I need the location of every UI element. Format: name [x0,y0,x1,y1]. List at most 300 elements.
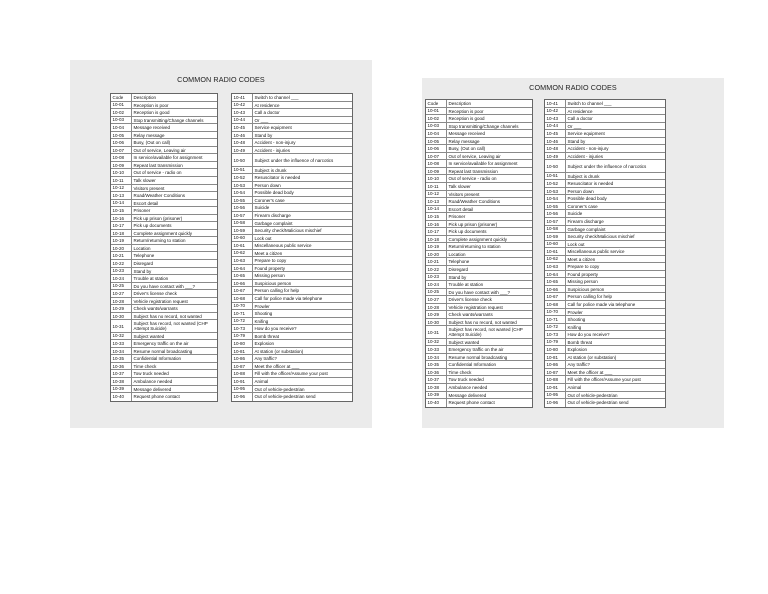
code-cell: 10-22 [111,260,132,267]
description-cell: Subject has record, not wanted (CHP Attempt Suicide) [133,321,208,332]
description-cell: Service equipment [567,131,605,137]
code-cell: 10-29 [426,311,447,318]
table-row [426,251,532,259]
description-cell: Out of vehicle-pedestrian send [254,394,316,400]
table-row [111,298,217,306]
code-cell: 10-51 [545,173,566,180]
code-cell: 10-52 [232,174,253,181]
description-cell: Coroner's case [567,203,598,209]
table-row [426,168,532,176]
table-row [426,145,532,153]
code-cell: 10-21 [426,258,447,265]
code-cell: 10-08 [111,154,132,161]
description-cell: Subject is drunk [254,167,287,173]
description-cell: Prowler [254,303,270,309]
description-cell: Time check [448,369,472,375]
description-cell: Meet the officer at ___ [254,363,300,369]
description-cell: Repeat last transmission [133,162,183,168]
code-cell: 10-25 [111,283,132,290]
table-row [545,339,665,347]
table-row [232,102,352,110]
code-cell: 10-59 [545,233,566,240]
code-cell: 10-36 [111,363,132,370]
description-cell: Visitors present [133,185,165,191]
table-row [232,235,352,243]
code-cell: 10-66 [232,280,253,287]
code-cell: 10-50 [232,154,253,165]
code-cell: 10-73 [545,331,566,338]
code-cell: 10-91 [232,378,253,385]
description-cell: Missing person [254,273,285,279]
table-row [426,138,532,146]
table-row [426,311,532,319]
table-row [545,145,665,153]
code-cell: 10-70 [545,309,566,316]
description-cell: Fill with the officer/Assume your post [567,377,641,383]
code-cell: 10-19 [426,243,447,250]
code-cell: 10-48 [232,139,253,146]
table-row [232,363,352,371]
description-cell: Telephone [133,253,155,259]
code-cell: 10-68 [545,301,566,308]
table-row [111,386,217,394]
code-cell: 10-22 [426,266,447,273]
description-cell: Road/Weather Conditions [133,193,185,199]
description-cell: Prepare to copy [254,258,287,264]
description-cell: Stop transmitting/Change channels [133,117,204,123]
table-row [545,263,665,271]
description-cell: Subject has no record, not wanted [133,313,202,319]
description-cell: Message received [448,131,486,137]
code-cell: 10-45 [232,124,253,131]
table-row [545,180,665,188]
table-row [545,286,665,294]
description-cell: Animal [254,378,269,384]
table-row [545,384,665,392]
description-cell: Location [133,245,151,251]
codes-table-left-a [110,93,218,402]
description-cell: In service/available for assignment [448,161,518,167]
code-cell: 10-53 [545,188,566,195]
code-cell: 10-43 [232,109,253,116]
description-cell: Reception is poor [448,108,484,114]
code-cell: 10-79 [232,333,253,340]
table-row [111,177,217,185]
description-cell: Trouble at station [448,282,484,288]
description-cell: Pick up documents [133,223,172,229]
code-cell: 10-43 [545,115,566,122]
table-row [545,256,665,264]
code-cell: 10-52 [545,180,566,187]
code-cell: 10-40 [111,393,132,401]
table-row [232,310,352,318]
description-cell: Service equipment [254,125,292,131]
table-row [232,333,352,341]
table-row [111,147,217,155]
description-cell: Complete assignment quickly [448,236,508,242]
codes-table-right-b [544,99,666,408]
sheet-title: COMMON RADIO CODES [177,75,265,84]
description-cell: Or ___ [567,123,582,129]
description-cell: Security check/Malicious mischief [254,228,322,234]
table-row [545,210,665,218]
table-row [232,182,352,190]
table-row [545,324,665,332]
code-cell: 10-65 [232,272,253,279]
table-row [426,108,532,116]
table-row [545,293,665,301]
table-row [426,175,532,183]
table-row [111,169,217,177]
table-row [545,248,665,256]
description-cell: Time check [133,363,157,369]
table-row [426,266,532,274]
description-cell: Vehicle registration request [133,298,188,304]
description-cell: Stand by [133,268,152,274]
table-row [232,167,352,175]
code-cell: 10-14 [426,206,447,213]
description-cell: Reception is good [448,116,485,122]
code-cell: 10-46 [545,138,566,145]
description-cell: Accident - non-injury [567,146,609,152]
table-row [111,245,217,253]
table-row [232,94,352,102]
code-cell: 10-18 [111,230,132,237]
code-cell: 10-39 [111,386,132,393]
table-row [545,100,665,108]
description-cell: Message delivered [448,392,487,398]
code-cell: 10-57 [545,218,566,225]
description-cell: Busy, (Out on call) [448,146,486,152]
code-cell: 10-35 [111,355,132,362]
table-row [111,355,217,363]
description-cell: At station (or substation) [567,354,617,360]
table-row [232,325,352,333]
table-row [545,138,665,146]
table-row [111,290,217,298]
table-row [545,226,665,234]
code-cell: 10-86 [545,361,566,368]
table-row [545,233,665,241]
description-cell: Tow truck needed [133,371,169,377]
table-row [111,252,217,260]
table-header-row [426,100,532,108]
description-cell: Switch to channel ___ [567,101,612,106]
table-row [426,399,532,407]
description-cell: Vehicle registration request [448,304,503,310]
description-cell: Accident - injuries [567,153,604,159]
description-cell: Accident - non-injury [254,140,296,146]
description-cell: Out of service - radio on [133,170,182,176]
code-cell: 10-91 [545,384,566,391]
table-row [426,236,532,244]
description-cell: Message delivered [133,386,172,392]
table-row [545,346,665,354]
table-row [545,369,665,377]
description-cell: Emergency traffic on the air [448,347,504,353]
code-cell: 10-67 [232,287,253,294]
code-cell: 10-16 [426,221,447,228]
code-cell: 10-62 [232,250,253,257]
table-row [232,378,352,386]
code-cell: 10-16 [111,215,132,222]
description-cell: Resume normal broadcasting [133,348,193,354]
code-cell: 10-71 [545,316,566,323]
code-cell: 10-39 [426,392,447,399]
description-cell: At station (or substation) [254,348,304,354]
description-cell: Repeat last transmission [448,168,498,174]
description-cell: Knifing [567,324,582,330]
table-row [545,301,665,309]
description-cell: Shooting [254,311,273,317]
table-row [232,109,352,117]
table-row [232,318,352,326]
code-cell: 10-01 [111,102,132,109]
description-cell: Relay message [448,138,480,144]
description-cell: Visitors present [448,191,480,197]
code-cell: 10-02 [111,109,132,116]
code-cell: 10-03 [426,123,447,130]
code-cell: 10-34 [426,354,447,361]
table-row [426,258,532,266]
description-cell: Subject is drunk [567,173,600,179]
table-row [111,237,217,245]
code-cell: 10-44 [232,117,253,124]
description-cell: Explosion [254,341,275,347]
description-cell: Person down [254,182,281,188]
table-row [111,124,217,132]
description-cell: Possible dead body [254,190,294,196]
table-row [111,215,217,223]
code-cell: 10-45 [545,130,566,137]
table-row [545,331,665,339]
description-cell: Prepare to copy [567,264,600,270]
code-cell: 10-17 [426,228,447,235]
table-row [545,108,665,116]
code-cell: 10-30 [111,313,132,320]
table-row [111,154,217,162]
description-cell: Prisoner [133,208,151,214]
description-cell: Stand by [567,138,586,144]
table-row [111,393,217,401]
table-row [111,340,217,348]
table-row [111,109,217,117]
codes-table-right-a [425,99,533,408]
table-row [111,363,217,371]
description-cell: Call for police made via telephone [254,295,323,301]
code-cell: 10-56 [545,210,566,217]
description-cell: Garbage complaint [254,220,293,226]
description-cell: Security check/Malicious mischief [567,234,635,240]
code-cell: 10-64 [545,271,566,278]
code-cell: 10-41 [232,94,253,101]
description-cell: Person calling for help [567,294,613,300]
code-cell: 10-01 [426,108,447,115]
description-cell: Stop transmitting/Change channels [448,123,519,129]
description-cell: Pick up documents [448,229,487,235]
description-cell: Resuscitator is needed [567,181,614,187]
description-cell: Description [133,95,157,100]
table-row [545,271,665,279]
code-cell: 10-29 [111,305,132,312]
description-cell: In service/available for assignment [133,155,203,161]
table-row [232,250,352,258]
description-cell: Found property [567,271,599,277]
code-cell: 10-33 [426,346,447,353]
code-cell: 10-87 [232,363,253,370]
table-row [111,200,217,208]
code-cell: 10-58 [545,226,566,233]
description-cell: Confidential Information [448,362,497,368]
code-cell: 10-65 [545,278,566,285]
table-row [232,303,352,311]
description-cell: Fill with the officer/Assume your post [254,371,328,377]
table-row [232,386,352,394]
code-cell: 10-08 [426,160,447,167]
description-cell: Escort detail [448,206,474,212]
table-row [426,130,532,138]
description-cell: Meet a citizen [567,256,596,262]
code-cell: 10-79 [545,339,566,346]
table-row [426,304,532,312]
table-row [111,230,217,238]
code-cell: 10-34 [111,348,132,355]
table-row [111,348,217,356]
code-cell: 10-07 [111,147,132,154]
code-cell: 10-57 [232,212,253,219]
description-cell: Trouble at station [133,276,169,282]
description-cell: Any traffic? [567,362,590,368]
table-row [111,378,217,386]
table-row [426,326,532,338]
code-cell: 10-48 [545,145,566,152]
code-cell: 10-10 [111,169,132,176]
code-cell: 10-71 [232,310,253,317]
table-row [111,192,217,200]
code-cell: 10-53 [232,182,253,189]
table-row [111,283,217,291]
code-cell: Code [426,100,447,107]
table-row [232,204,352,212]
table-row [545,241,665,249]
table-row [111,117,217,125]
table-row [232,212,352,220]
description-cell: Prowler [567,309,583,315]
description-cell: Pick up prison (prisoner) [448,221,498,227]
code-cell: 10-36 [426,369,447,376]
description-cell: Talk slower [133,178,156,184]
table-row [232,340,352,348]
description-cell: Bomb threat [567,339,593,345]
table-row [232,265,352,273]
code-cell: 10-68 [232,295,253,302]
code-cell: 10-49 [232,147,253,154]
description-cell: Person calling for help [254,288,300,294]
table-row [545,376,665,384]
code-cell: 10-10 [426,175,447,182]
description-cell: Subject under the influence of narcotics [254,157,334,163]
description-cell: Return/returning to station [133,238,186,244]
code-cell: 10-54 [232,189,253,196]
table-row [545,123,665,131]
code-cell: 10-72 [232,318,253,325]
code-cell: 10-51 [232,167,253,174]
code-cell: 10-95 [545,392,566,399]
code-cell: 10-87 [545,369,566,376]
description-cell: Out of service, Leaving air [133,147,186,153]
code-cell: 10-61 [545,248,566,255]
description-cell: Driver's license check [448,297,492,303]
table-row [545,218,665,226]
description-cell: Shooting [567,317,586,323]
code-cell: 10-60 [545,241,566,248]
description-cell: Possible dead body [567,196,607,202]
table-row [111,102,217,110]
table-row [426,153,532,161]
description-cell: Return/returning to station [448,244,501,250]
code-cell: 10-02 [426,115,447,122]
description-cell: Out of vehicle-pedestrian [254,386,305,392]
code-cell: 10-86 [232,355,253,362]
table-row [545,361,665,369]
code-cell: 10-46 [232,132,253,139]
description-cell: Complete assignment quickly [133,230,193,236]
code-cell: 10-63 [232,257,253,264]
code-cell: 10-58 [232,220,253,227]
table-row [232,124,352,132]
code-cell: 10-81 [545,354,566,361]
code-cell: 10-72 [545,324,566,331]
code-cell: 10-63 [545,263,566,270]
code-cell: 10-88 [232,370,253,377]
table-row [426,160,532,168]
description-cell: Check wants/warrants [448,312,493,318]
code-cell: 10-38 [111,378,132,385]
sheet-title: COMMON RADIO CODES [529,83,617,92]
code-cell: 10-61 [232,242,253,249]
code-cell: 10-49 [545,153,566,160]
code-cell: 10-42 [232,102,253,109]
code-cell: 10-31 [426,326,447,337]
code-cell: 10-25 [426,289,447,296]
code-cell: 10-60 [232,235,253,242]
code-cell: 10-27 [111,290,132,297]
table-row [232,147,352,155]
table-row [545,160,665,172]
code-cell: 10-42 [545,108,566,115]
code-cell: 10-54 [545,195,566,202]
description-cell: Subject wanted [133,333,165,339]
code-cell: 10-09 [111,162,132,169]
table-row [426,296,532,304]
code-cell: 10-15 [426,213,447,220]
description-cell: Garbage complaint [567,226,606,232]
table-row [426,274,532,282]
code-cell: 10-12 [111,185,132,192]
code-cell: 10-55 [545,203,566,210]
code-cell: 10-24 [426,281,447,288]
code-cell: 10-55 [232,197,253,204]
code-cell: 10-20 [111,245,132,252]
code-sheet-right [422,78,724,428]
table-row [232,117,352,125]
code-cell: 10-96 [232,393,253,401]
description-cell: Out of service, Leaving air [448,153,501,159]
table-row [232,348,352,356]
code-cell: 10-56 [232,204,253,211]
description-cell: Coroner's case [254,197,285,203]
description-cell: Subject has no record, not wanted [448,319,517,325]
